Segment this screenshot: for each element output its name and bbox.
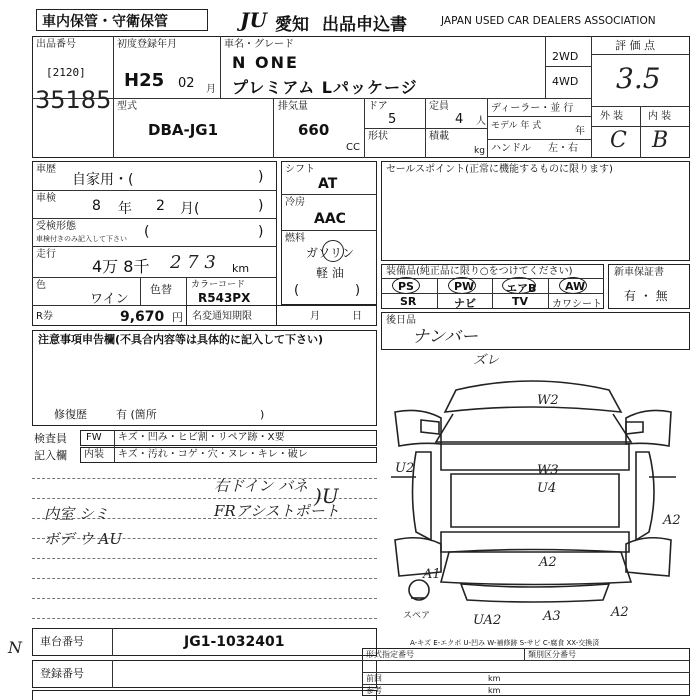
first-reg-month: 02 xyxy=(178,76,195,91)
equip-pw: PW xyxy=(454,280,475,293)
first-reg-month-unit: 月 xyxy=(206,84,216,95)
note-line-3: 内室 シミ xyxy=(44,505,109,523)
lot-label: 出品番号 xyxy=(36,39,76,50)
note-line-1: 右ドイン バネ xyxy=(214,477,309,495)
spare-label: スペア xyxy=(403,611,431,621)
first-reg-label: 初度登録年月 xyxy=(117,39,177,50)
mileage-handwritten: 2 7 3 xyxy=(170,252,216,273)
inspection-month: 2 xyxy=(156,198,165,214)
rating-ext: C xyxy=(610,128,627,153)
fuel-gas: ガソリン xyxy=(306,246,355,260)
repair-value: 有 (箇所 xyxy=(116,408,157,421)
dealer-label: ディーラー・並 行 xyxy=(491,103,574,114)
note-line-2-mark: )U xyxy=(314,484,339,508)
ref-km: km xyxy=(488,686,501,695)
disp-value: 660 xyxy=(298,121,330,139)
inspection-close: ) xyxy=(258,198,264,214)
entry-label: 記入欄 xyxy=(34,449,67,462)
rating-int: B xyxy=(652,128,669,153)
type-label: 型式 xyxy=(117,101,137,112)
fuel-open: ( xyxy=(294,283,300,298)
association-name: JAPAN USED CAR DEALERS ASSOCIATION xyxy=(441,15,656,27)
storage-text: 車内保管・守衛保管 xyxy=(42,14,168,30)
aftermarket-handwritten: ナンバー xyxy=(412,327,478,347)
disp-unit: CC xyxy=(346,142,360,153)
car-label: 車名・グレード xyxy=(224,39,294,50)
int-items: キズ・汚れ・コゲ・穴・ヌレ・キレ・破レ xyxy=(118,449,308,460)
mark-w2: W2 xyxy=(537,393,559,408)
name-change-day: 日 xyxy=(352,311,362,322)
door-label: ドア xyxy=(368,101,388,112)
fuel-gas-circle xyxy=(322,240,344,262)
rating-score: 3.5 xyxy=(616,62,661,95)
fuel-label: 燃料 xyxy=(285,233,305,244)
mark-a2-corner: A2 xyxy=(611,605,629,620)
disp-label: 排気量 xyxy=(278,101,308,112)
sales-point-box xyxy=(381,161,690,261)
int-label: 内装 xyxy=(84,449,104,460)
ju-logo: JU xyxy=(240,8,267,32)
mileage-label: 走行 xyxy=(36,249,56,260)
mark-u4: U4 xyxy=(537,481,557,496)
handle-options: 左・右 xyxy=(548,143,578,154)
cap-unit: 人 xyxy=(476,116,486,127)
mark-zure: ズレ xyxy=(473,353,500,368)
equip-leather: カワシート xyxy=(552,299,602,310)
note-line-2: FRアシストポート xyxy=(214,502,340,520)
equip-navi: ナビ xyxy=(454,297,476,310)
drive-2wd: 2WD xyxy=(552,50,579,63)
mark-a2-right: A2 xyxy=(663,513,681,528)
margin-mark: N xyxy=(8,638,22,657)
prior-km: km xyxy=(488,674,501,683)
warranty-label: 新車保証書 xyxy=(614,267,664,278)
chassis-value: JG1-1032401 xyxy=(184,634,285,650)
equip-airbag-circle xyxy=(502,277,536,294)
reception-note: 車検付きのみ記入して下さい xyxy=(36,235,127,243)
drive-4wd: 4WD xyxy=(552,75,579,88)
cap-value: 4 xyxy=(455,112,464,127)
aircon-label: 冷房 xyxy=(285,197,305,208)
footer-box xyxy=(32,690,377,700)
mileage-unit: km xyxy=(232,262,250,275)
lot-number: 35185 xyxy=(35,86,112,114)
inspection-year-unit: 年 xyxy=(118,201,132,217)
color-code-label: カラーコード xyxy=(191,280,246,290)
mark-ua2: UA2 xyxy=(473,613,502,628)
history-value: 自家用・( xyxy=(72,172,134,188)
sales-point-label: セールスポイント(正常に機能するものに限ります) xyxy=(386,164,613,175)
reception-open: ( xyxy=(144,224,150,240)
cap-label: 定員 xyxy=(429,101,449,112)
color-change-label: 色替 xyxy=(150,283,172,296)
recycle-amount: 9,670 xyxy=(120,309,165,325)
car-grade: プレミアム Lパッケージ xyxy=(232,78,418,97)
name-change-month: 月 xyxy=(310,311,320,322)
inspection-label: 車検 xyxy=(36,193,56,204)
equip-tv: TV xyxy=(512,295,529,308)
model-year-label: モデル 年 式 xyxy=(491,121,542,131)
notes-label: 注意事項申告欄(不具合内容等は具体的に記入して下さい) xyxy=(38,333,324,346)
chassis-label: 車台番号 xyxy=(40,635,84,648)
reception-close: ) xyxy=(258,224,264,240)
equip-sr: SR xyxy=(400,295,417,308)
rating-int-label: 内 装 xyxy=(648,111,672,122)
aircon-value: AAC xyxy=(314,211,346,227)
equip-ps-circle xyxy=(392,277,420,294)
year-unit: 年 xyxy=(575,126,585,137)
form-title: 出品申込書 xyxy=(322,15,407,35)
name-change-label: 名変通知期限 xyxy=(192,311,252,322)
history-label: 車歴 xyxy=(36,164,56,175)
equip-ps: PS xyxy=(398,280,414,293)
equip-airbag: エアB xyxy=(506,282,537,295)
equipment-label: 装備品(純正品に限り○をつけてください) xyxy=(386,266,573,277)
car-name: N ONE xyxy=(232,53,299,72)
mark-a1: A1 xyxy=(423,567,441,582)
fuel-close: ) xyxy=(355,283,361,298)
door-value: 5 xyxy=(388,112,397,127)
note-line-4: ボデ ウ AU xyxy=(44,530,123,548)
rating-ext-label: 外 装 xyxy=(600,111,624,122)
mark-a3: A3 xyxy=(543,609,561,624)
org-name: 愛知 xyxy=(275,15,309,35)
first-reg-year: H25 xyxy=(124,70,165,91)
inspection-month-unit: 月( xyxy=(180,201,200,217)
ref-label: 参考 xyxy=(366,686,382,695)
load-unit: kg xyxy=(474,146,485,156)
aftermarket-label: 後日品 xyxy=(386,315,416,326)
equip-aw-circle xyxy=(559,277,587,294)
inspection-year: 8 xyxy=(92,198,101,214)
mark-a2-rear: A2 xyxy=(539,555,557,570)
class-label: 類別区分番号 xyxy=(528,650,576,659)
handle-label: ハンドル xyxy=(491,143,531,154)
shape-label: 形状 xyxy=(368,131,388,142)
history-close: ) xyxy=(258,169,264,185)
mileage-printed: 4万 8千 xyxy=(92,257,150,276)
fuel-diesel: 軽 油 xyxy=(316,266,344,280)
registration-label: 登録番号 xyxy=(40,667,84,680)
inspector-label: 検査員 xyxy=(34,432,67,445)
diagram-legend: A-キズ E-エクボ U-凹み W-補修跡 S-サビ C-腐食 XX-交換済 xyxy=(410,639,600,647)
warranty-value: 有 ・ 無 xyxy=(624,289,668,303)
form-spec-label: 形式指定番号 xyxy=(366,650,414,659)
lot-sub: [2120] xyxy=(46,66,86,79)
load-label: 積載 xyxy=(429,131,449,142)
car-diagram xyxy=(381,352,690,652)
mark-u2: U2 xyxy=(395,461,415,476)
equip-pw-circle xyxy=(448,277,476,294)
equip-aw: AW xyxy=(565,280,586,293)
shift-value: AT xyxy=(318,176,338,192)
rating-label: 評 価 点 xyxy=(615,39,655,52)
mark-w3: W3 xyxy=(537,463,559,478)
color-value: ワイン xyxy=(90,292,129,307)
repair-close: ) xyxy=(260,408,265,421)
color-label: 色 xyxy=(36,280,46,291)
color-code: R543PX xyxy=(198,291,251,305)
prior-label: 前回 xyxy=(366,674,382,683)
fw-items: キズ・凹み・ヒビ割・リペア跡・X要 xyxy=(118,432,285,443)
recycle-unit: 円 xyxy=(172,311,183,324)
recycle-label: R券 xyxy=(36,311,53,322)
shift-label: シフト xyxy=(285,164,315,175)
reception-label: 受検形態 xyxy=(36,221,76,232)
type-value: DBA-JG1 xyxy=(148,121,219,139)
fw-label: FW xyxy=(86,432,102,443)
repair-label: 修復歴 xyxy=(54,408,87,421)
